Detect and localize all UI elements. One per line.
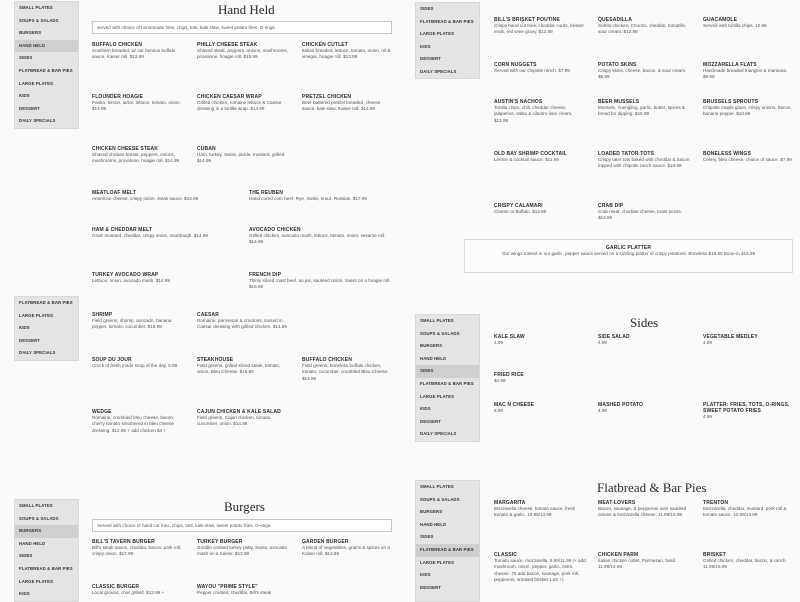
- nav-item-small-plates[interactable]: SMALL PLATES: [420, 318, 454, 323]
- nav-item-large-plates[interactable]: LARGE PLATES: [420, 393, 455, 399]
- nav-item-sides[interactable]: SIDES: [416, 365, 479, 378]
- menu-item: CRAB DIP Crab meat, cheddar cheese, toast points. $13.99: [598, 203, 683, 221]
- menu-item: OLD BAY SHRIMP COCKTAIL Lemon & cocktail sauce. $11.99: [494, 151, 567, 163]
- menu-item: WAYOU "PRIME STYLE" Pepper crusted, cheddar, Bill's steak: [197, 584, 272, 596]
- menu-item: TURKEY BURGER Griddle cooked turkey patty, Swiss, avocado mash on a Kaiser. $13.99: [197, 539, 288, 557]
- menu-item: MEATLOAF MELT American cheese, crispy onion, steak sauce. $14.99: [92, 190, 199, 202]
- menu-item: BUFFALO CHICKEN Field greens, boneless buffalo chicken, tomato, cucumber, crumbled Bleu Cheese. $14.99: [302, 357, 389, 381]
- menu-item: THE REUBEN Hand cured corn beef, Rye, Swiss, kraut, Russian. $17.99: [249, 190, 367, 202]
- nav-item-small-plates[interactable]: SMALL PLATES: [19, 503, 53, 508]
- menu-item: CAESAR Romaine, parmesan & croutons, tossed in Caesar dressing with grilled chicken. $14.99: [197, 312, 287, 330]
- menu-item: CRISPY CALAMARI Classic or Buffalo. $12.99: [494, 203, 547, 215]
- menu-item: CLASSIC Tomato sauce, mozzarella. 9.99/11.99 (+ add mushroom, onion, pepper, garlic, extra cheese .75 add bacon, sausage, pork roll, pepperoni, smoked brisket 1.50 +): [494, 552, 586, 582]
- burgers-intro: Served with choice of hand cut fries, chips, tots, kale slaw, sweet potato fries, O-rings.: [92, 519, 392, 532]
- menu-item: BUFFALO CHICKEN Southern breaded, w/ our famous buffalo sauce, Kaiser roll. $13.99: [92, 42, 176, 60]
- menu-item: BRISKET Grilled chicken, cheddar, bacon, & ranch. 11.99/15.99: [703, 552, 787, 570]
- nav-item-large-plates[interactable]: LARGE PLATES: [420, 31, 455, 37]
- menu-item: GUACAMOLE Served with tortilla chips. 10.99: [703, 17, 767, 29]
- menu-item: GARLIC PLATTER Our wings tossed in our garlic, pepper sauce served on a sizzling platter of crispy potatoes. Boneless $15.99 Bone-in $16.99: [501, 245, 756, 257]
- nav-item-kids[interactable]: KIDS: [420, 406, 431, 412]
- menu-item: GARDEN BURGER A blend of vegetables, grains & spices on a Kaiser roll. $13.99: [302, 539, 390, 557]
- menu-item: FRENCH DIP Thinly sliced roast beef, au jus, sautéed onion, Swiss on a hoagie roll. $15.99: [249, 272, 391, 290]
- nav-item-daily-specials[interactable]: DAILY SPECIALS: [19, 350, 56, 356]
- menu-item: MEAT-LOVERS Bacon, sausage, & pepperoni over sautéed onions & mozzarella cheese. 11.99/15.99: [598, 500, 687, 518]
- nav-item-large-plates[interactable]: LARGE PLATES: [19, 578, 54, 584]
- nav-item-daily-specials[interactable]: DAILY SPECIALS: [420, 431, 457, 437]
- menu-item: CORN NUGGETS Served with our chipotle ranch. $7.99: [494, 62, 570, 74]
- menu-item: PLATTER: FRIES, TOTS, O-RINGS, SWEET POTATO FRIES 4.99: [703, 402, 790, 420]
- nav-item-daily-specials[interactable]: DAILY SPECIALS: [19, 118, 56, 124]
- menu-item: PRETZEL CHICKEN Beer battered pretzel breaded, cheese sauce, kale slaw, Kaiser roll. $14.99: [302, 94, 381, 112]
- nav-item-flatbread[interactable]: FLATBREAD & BAR PIES: [19, 67, 73, 73]
- nav-item-dessert[interactable]: DESSERT: [420, 56, 441, 62]
- menu-item: FLOUNDER HOAGIE Panko, lemon, tartar, lettuce, tomato, onion. $14.99: [92, 94, 181, 112]
- nav-item-hand-held[interactable]: HAND HELD: [420, 355, 447, 361]
- menu-item: AUSTIN'S NACHOS Tortilla chips, chili, cheddar cheese, jalapeños, salsa & cilantro lime cream. $12.99: [494, 99, 573, 123]
- nav-item-dessert[interactable]: DESSERT: [420, 584, 441, 590]
- menu-item: TRENTON Mozzarella, cheddar, mustard, pork roll & tomato sauce. 10.99/13.99: [703, 500, 787, 518]
- nav-sides: [415, 314, 480, 442]
- nav-item-sides[interactable]: SIDES: [420, 6, 434, 11]
- menu-item: CHICKEN CAESAR WRAP Grilled chicken, romaine lettuce & Caesar dressing in a tortilla wrap. $14.99: [197, 94, 282, 112]
- nav-item-soups-salads[interactable]: SOUPS & SALADS: [19, 515, 59, 521]
- nav-item-flatbread[interactable]: FLATBREAD & BAR PIES: [19, 565, 73, 571]
- menu-item: POTATO SKINS Crispy skins, cheese, bacon, & sour cream. $8.99: [598, 62, 687, 80]
- menu-item: LOADED TATOR TOTS Crispy tater tots baked with cheddar & bacon topped with chipotle ranch sauce. $10.99: [598, 151, 690, 169]
- menu-item: TURKEY AVOCADO WRAP Lettuce, onion, avocado mash. $14.99: [92, 272, 170, 284]
- menu-item: HAM & CHEDDAR MELT Grain mustard, cheddar, crispy onion, sourdough. $14.99: [92, 227, 208, 239]
- nav-item-sides[interactable]: SIDES: [19, 55, 33, 61]
- nav-item-burgers[interactable]: BURGERS: [15, 525, 78, 538]
- menu-item: BEER MUSSELS Mussels, Yuengling, garlic, butter, spices & bread for dipping. $15.99: [598, 99, 685, 117]
- menu-item: PHILLY CHEESE STEAK Shaved steak, peppers, onions, mushrooms, provolone, hoagie roll. $15.99: [197, 42, 288, 60]
- nav-item-large-plates[interactable]: LARGE PLATES: [19, 80, 54, 86]
- menu-item: AVOCADO CHICKEN Grilled chicken, avocado mash, lettuce, tomato, onion, sesame roll. $14.99: [249, 227, 386, 245]
- garlic-platter-panel: [464, 239, 793, 273]
- menu-item: QUESADILLA Sofrito chicken, Chorizo, cheddar, tomatillo, sour cream. $12.99: [598, 17, 687, 35]
- nav-item-large-plates[interactable]: LARGE PLATES: [19, 312, 54, 318]
- nav-item-flatbread[interactable]: FLATBREAD & BAR PIES: [420, 18, 474, 24]
- menu-item: VEGETABLE MEDLEY 4.99: [703, 334, 758, 346]
- nav-item-sides[interactable]: SIDES: [19, 553, 33, 559]
- menu-item: BILL'S BRISKET POUTINE Crispy hand cut fries, cheddar curds, brisket ends, red wine gravy. $12.99: [494, 17, 584, 35]
- menu-item: CHICKEN CHEESE STEAK Shaved chicken breast, peppers, onions, mushrooms, provolone, hoagie roll. $14.99: [92, 146, 180, 164]
- nav-item-flatbread[interactable]: FLATBREAD & BAR PIES: [416, 544, 479, 557]
- nav-hand-held: [14, 1, 79, 129]
- nav-item-sides[interactable]: SIDES: [420, 534, 434, 540]
- menu-item: CAJUN CHICKEN & KALE SALAD Field greens, Cajun chicken, tomato, cucumber, onion. $14.99: [197, 409, 281, 427]
- nav-item-soups-salads[interactable]: SOUPS & SALADS: [420, 496, 460, 502]
- nav-item-soups-salads[interactable]: SOUPS & SALADS: [19, 17, 59, 23]
- nav-item-hand-held[interactable]: HAND HELD: [19, 540, 46, 546]
- nav-item-flatbread[interactable]: FLATBREAD & BAR PIES: [420, 380, 474, 386]
- nav-item-hand-held[interactable]: HAND HELD: [420, 521, 447, 527]
- nav-item-dessert[interactable]: DESSERT: [420, 418, 441, 424]
- section-title-burgers: Burgers: [224, 499, 265, 514]
- menu-item: FRIED RICE $4.99: [494, 372, 524, 384]
- nav-item-large-plates[interactable]: LARGE PLATES: [420, 559, 455, 565]
- nav-flatbread-top: [415, 2, 480, 79]
- nav-item-burgers[interactable]: BURGERS: [420, 509, 443, 515]
- nav-item-dessert[interactable]: DESSERT: [19, 337, 40, 343]
- menu-item: SHRIMP Field greens, shrimp, avocado, banana pepper, tomato, cucumber. $19.99: [92, 312, 172, 330]
- menu-item: SOUP DU JOUR Crock of fresh made soup of the day. 5.99: [92, 357, 178, 369]
- nav-item-small-plates[interactable]: SMALL PLATES: [19, 5, 53, 10]
- nav-item-kids[interactable]: KIDS: [420, 43, 431, 49]
- menu-item: MASHED POTATO 4.99: [598, 402, 644, 414]
- menu-item: MARGARITA Mozzarella cheese, tomato sauce, fresh tomato & garlic. 10.99/14.99: [494, 500, 576, 518]
- menu-item: BONELESS WINGS Celery, bleu cheese, choice of sauce. $7.99: [703, 151, 792, 163]
- nav-item-kids[interactable]: KIDS: [19, 325, 30, 331]
- menu-item: CUBAN Ham, turkey, Swiss, pickle, mustard, grilled. $14.99: [197, 146, 286, 164]
- nav-item-hand-held[interactable]: HAND HELD: [15, 40, 78, 53]
- nav-flatbread: [415, 480, 480, 602]
- nav-item-kids[interactable]: KIDS: [19, 591, 30, 597]
- nav-item-soups-salads[interactable]: SOUPS & SALADS: [420, 330, 460, 336]
- nav-item-flatbread[interactable]: FLATBREAD & BAR PIES: [19, 300, 73, 305]
- nav-item-burgers[interactable]: BURGERS: [19, 30, 42, 36]
- hand-held-intro: served with choice of:homemade fries, chips, tots, kale slaw, sweet potato fries, O-rings.: [92, 21, 392, 34]
- menu-item: WEDGE Romaine, crumbled bleu cheese, bacon, cherry tomato smothered in bleu cheese dressing. $12.99 + add chicken $4 +: [92, 409, 175, 433]
- menu-item: KALE SLAW 2.99: [494, 334, 525, 346]
- nav-item-daily-specials[interactable]: DAILY SPECIALS: [420, 68, 457, 74]
- section-title-sides: Sides: [630, 315, 659, 330]
- menu-item: CHICKEN PARM Italian chicken cutlet, Parmesan, basil. 11.99/14.99: [598, 552, 677, 570]
- menu-item: STEAKHOUSE Field greens, grilled sliced steak, tomato, onion, Bleu Cheese. $18.99: [197, 357, 281, 375]
- menu-item: BRUSSELS SPROUTS Chipotle maple glaze, crispy onions, bacon, banana pepper. $10.99: [703, 99, 792, 117]
- section-title-flatbread: Flatbread & Bar Pies: [597, 480, 707, 495]
- menu-item: MAC N CHEESE 6.99: [494, 402, 535, 414]
- nav-item-dessert[interactable]: DESSERT: [19, 105, 40, 111]
- menu-item: CHICKEN CUTLET Italian breaded, lettuce, tomato, onion, oil & vinegar, hoagie roll. $13.99: [302, 42, 391, 60]
- nav-item-kids[interactable]: KIDS: [420, 572, 431, 578]
- nav-burgers: [14, 499, 79, 602]
- menu-item: SIDE SALAD 4.99: [598, 334, 630, 346]
- nav-large-plates: [14, 296, 79, 361]
- nav-item-burgers[interactable]: BURGERS: [420, 343, 443, 349]
- nav-item-kids[interactable]: KIDS: [19, 93, 30, 99]
- menu-item: BILL'S TAVERN BURGER Bill's steak sauce, cheddar, bacon, pork roll, crispy onion. $17.99: [92, 539, 182, 557]
- menu-item: CLASSIC BURGER Local ground, char grilled. $13.99 +: [92, 584, 165, 596]
- section-title-hand-held: Hand Held: [218, 2, 275, 17]
- menu-item: MOZZARELLA FLATS Handmade breaded triangles & marinara. $9.99: [703, 62, 788, 80]
- nav-item-small-plates[interactable]: SMALL PLATES: [420, 484, 454, 489]
